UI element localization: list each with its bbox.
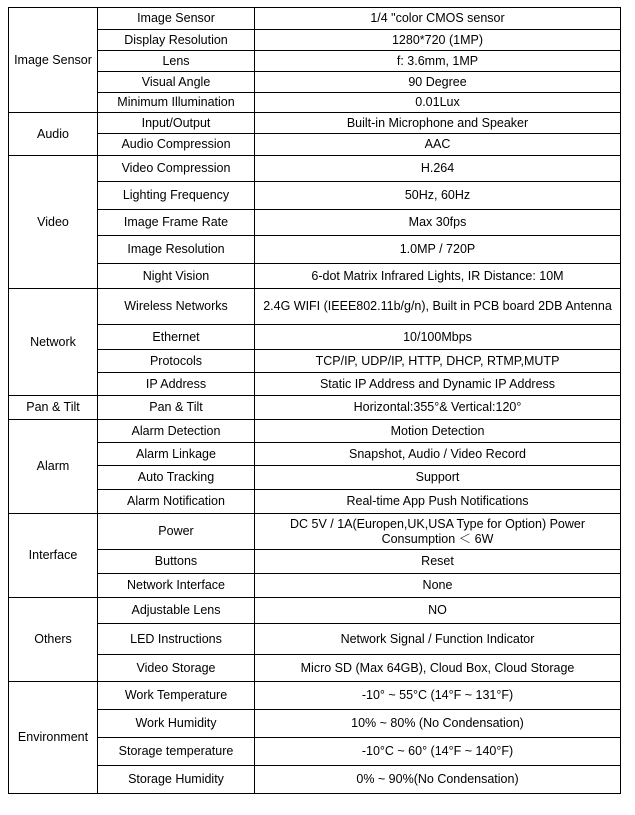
spec-label-cell: Alarm Notification	[98, 490, 255, 514]
spec-label-cell: Alarm Linkage	[98, 443, 255, 466]
spec-label-cell: Auto Tracking	[98, 466, 255, 490]
table-row	[9, 490, 621, 514]
table-row	[9, 655, 621, 682]
spec-label-cell: Display Resolution	[98, 30, 255, 51]
spec-label-cell: Lens	[98, 51, 255, 72]
table-row	[9, 396, 621, 420]
category-cell: Environment	[9, 682, 98, 794]
spec-label-cell: Work Humidity	[98, 710, 255, 738]
spec-label-cell: Protocols	[98, 350, 255, 373]
spec-value-cell: None	[255, 574, 621, 598]
spec-value-cell: 1.0MP / 720P	[255, 236, 621, 264]
spec-value-cell: 0% ~ 90%(No Condensation)	[255, 766, 621, 794]
table-row	[9, 350, 621, 373]
spec-label-cell: LED Instructions	[98, 624, 255, 655]
spec-label-cell: Storage temperature	[98, 738, 255, 766]
spec-value-cell: 2.4G WIFI (IEEE802.11b/g/n), Built in PCB board 2DB Antenna	[255, 289, 621, 325]
spec-table-body	[9, 8, 621, 794]
spec-value-cell: 90 Degree	[255, 72, 621, 93]
spec-label-cell: IP Address	[98, 373, 255, 396]
spec-value-cell: Network Signal / Function Indicator	[255, 624, 621, 655]
spec-label-cell: Image Resolution	[98, 236, 255, 264]
spec-table	[8, 7, 621, 794]
table-row	[9, 550, 621, 574]
spec-label-cell: Alarm Detection	[98, 420, 255, 443]
spec-value-cell: H.264	[255, 156, 621, 182]
table-row	[9, 682, 621, 710]
spec-value-cell: NO	[255, 598, 621, 624]
spec-label-cell: Audio Compression	[98, 134, 255, 156]
spec-label-cell: Visual Angle	[98, 72, 255, 93]
spec-label-cell: Video Storage	[98, 655, 255, 682]
table-row	[9, 93, 621, 113]
spec-value-cell: 1280*720 (1MP)	[255, 30, 621, 51]
spec-value-cell: -10° ~ 55°C (14°F ~ 131°F)	[255, 682, 621, 710]
spec-value-cell: TCP/IP, UDP/IP, HTTP, DHCP, RTMP,MUTP	[255, 350, 621, 373]
table-row	[9, 466, 621, 490]
category-cell: Audio	[9, 113, 98, 156]
table-row	[9, 134, 621, 156]
table-row	[9, 264, 621, 289]
spec-value-cell: Built-in Microphone and Speaker	[255, 113, 621, 134]
spec-label-cell: Network Interface	[98, 574, 255, 598]
spec-value-cell: 10/100Mbps	[255, 325, 621, 350]
category-cell: Alarm	[9, 420, 98, 514]
table-row	[9, 443, 621, 466]
table-row	[9, 325, 621, 350]
spec-label-cell: Minimum Illumination	[98, 93, 255, 113]
spec-value-cell: Real-time App Push Notifications	[255, 490, 621, 514]
table-row	[9, 30, 621, 51]
spec-label-cell: Lighting Frequency	[98, 182, 255, 210]
spec-label-cell: Ethernet	[98, 325, 255, 350]
table-row	[9, 51, 621, 72]
spec-label-cell: Work Temperature	[98, 682, 255, 710]
table-row	[9, 236, 621, 264]
category-cell: Interface	[9, 514, 98, 598]
spec-value-cell: Motion Detection	[255, 420, 621, 443]
spec-value-cell: Support	[255, 466, 621, 490]
table-row	[9, 373, 621, 396]
table-row	[9, 420, 621, 443]
table-row	[9, 574, 621, 598]
spec-value-cell: f: 3.6mm, 1MP	[255, 51, 621, 72]
table-row	[9, 738, 621, 766]
category-cell: Pan & Tilt	[9, 396, 98, 420]
spec-value-cell: 50Hz, 60Hz	[255, 182, 621, 210]
spec-label-cell: Night Vision	[98, 264, 255, 289]
spec-value-cell: 0.01Lux	[255, 93, 621, 113]
table-row	[9, 113, 621, 134]
spec-value-cell: Snapshot, Audio / Video Record	[255, 443, 621, 466]
spec-value-cell: DC 5V / 1A(Europen,UK,USA Type for Option) Power Consumption ＜ 6W	[255, 514, 621, 550]
category-cell: Others	[9, 598, 98, 682]
table-row	[9, 182, 621, 210]
table-row	[9, 8, 621, 30]
spec-value-cell: Static IP Address and Dynamic IP Address	[255, 373, 621, 396]
spec-label-cell: Power	[98, 514, 255, 550]
table-row	[9, 624, 621, 655]
spec-label-cell: Image Sensor	[98, 8, 255, 30]
spec-value-cell: 10% ~ 80% (No Condensation)	[255, 710, 621, 738]
table-row	[9, 598, 621, 624]
table-row	[9, 710, 621, 738]
spec-label-cell: Pan & Tilt	[98, 396, 255, 420]
spec-label-cell: Wireless Networks	[98, 289, 255, 325]
spec-label-cell: Adjustable Lens	[98, 598, 255, 624]
table-row	[9, 766, 621, 794]
table-row	[9, 514, 621, 550]
spec-value-cell: Horizontal:355°& Vertical:120°	[255, 396, 621, 420]
spec-label-cell: Buttons	[98, 550, 255, 574]
spec-label-cell: Video Compression	[98, 156, 255, 182]
category-cell: Image Sensor	[9, 8, 98, 113]
spec-label-cell: Storage Humidity	[98, 766, 255, 794]
table-row	[9, 156, 621, 182]
category-cell: Video	[9, 156, 98, 289]
spec-label-cell: Input/Output	[98, 113, 255, 134]
table-row	[9, 72, 621, 93]
spec-value-cell: 6-dot Matrix Infrared Lights, IR Distance: 10M	[255, 264, 621, 289]
spec-value-cell: Reset	[255, 550, 621, 574]
spec-value-cell: Micro SD (Max 64GB), Cloud Box, Cloud Storage	[255, 655, 621, 682]
spec-value-cell: -10°C ~ 60° (14°F ~ 140°F)	[255, 738, 621, 766]
table-row	[9, 210, 621, 236]
spec-value-cell: 1/4 "color CMOS sensor	[255, 8, 621, 30]
category-cell: Network	[9, 289, 98, 396]
spec-label-cell: Image Frame Rate	[98, 210, 255, 236]
table-row	[9, 289, 621, 325]
spec-value-cell: AAC	[255, 134, 621, 156]
spec-value-cell: Max 30fps	[255, 210, 621, 236]
